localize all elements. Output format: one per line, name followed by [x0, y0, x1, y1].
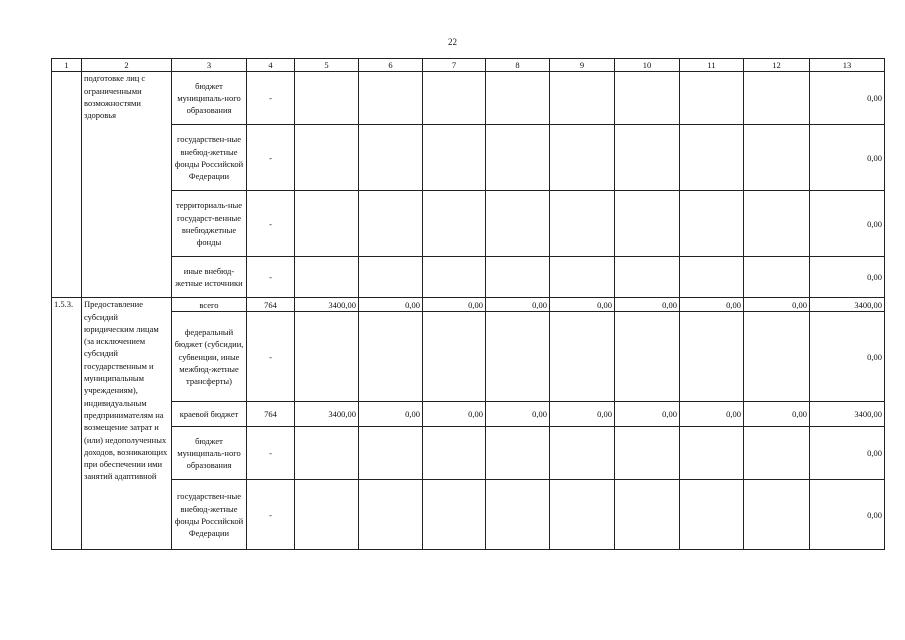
col-header: 13: [810, 59, 885, 72]
item-number-cell: [52, 72, 82, 298]
cell-col9: 0,00: [550, 298, 615, 312]
cell-col11: 0,00: [680, 402, 744, 427]
col-header: 4: [247, 59, 295, 72]
cell-col6: 0,00: [359, 402, 423, 427]
cell-col7: 0,00: [423, 402, 486, 427]
cell-col13: 0,00: [810, 257, 885, 298]
item-description: Предоставление субсидий юридическим лицам (за исключением субсидий государственным и муниципальным учреждениям), индивидуальным предпринимателям на возмещение затрат и (или) недополученных доходов, возникающих при обеспечении ими занятий адаптивной: [82, 298, 172, 550]
funding-source: бюджет муниципаль-ного образования: [172, 72, 247, 125]
cell-col7: 0,00: [423, 298, 486, 312]
table-row: [52, 402, 885, 427]
cell-col13: 0,00: [810, 480, 885, 550]
cell-col12: 0,00: [744, 402, 810, 427]
cell-col4: 764: [247, 402, 295, 427]
cell-col4: 764: [247, 298, 295, 312]
cell-col10: 0,00: [615, 298, 680, 312]
col-header: 12: [744, 59, 810, 72]
table-row: [52, 480, 885, 550]
cell-col13: 0,00: [810, 312, 885, 402]
column-number-row: [52, 59, 885, 72]
table-row: [52, 257, 885, 298]
col-header: 10: [615, 59, 680, 72]
funding-source: краевой бюджет: [172, 402, 247, 427]
cell-col13: 0,00: [810, 125, 885, 191]
cell-col13: 0,00: [810, 427, 885, 480]
cell-col4: -: [247, 191, 295, 257]
col-header: 8: [486, 59, 550, 72]
funding-source: федеральный бюджет (субсидии, субвенции, иные межбюд-жетные трансферты): [172, 312, 247, 402]
item-description: подготовке лиц с ограниченными возможностями здоровья: [82, 72, 172, 298]
funding-source: иные внебюд-жетные источники: [172, 257, 247, 298]
funding-source: бюджет муниципаль-ного образования: [172, 427, 247, 480]
cell-col13: 3400,00: [810, 298, 885, 312]
cell-col11: 0,00: [680, 298, 744, 312]
cell-col4: -: [247, 480, 295, 550]
col-header: 6: [359, 59, 423, 72]
funding-source: государствен-ные внебюд-жетные фонды Российской Федерации: [172, 480, 247, 550]
table-row: [52, 312, 885, 402]
col-header: 3: [172, 59, 247, 72]
item-number: 1.5.3.: [52, 298, 82, 550]
cell-col4: -: [247, 427, 295, 480]
col-header: 2: [82, 59, 172, 72]
col-header: 1: [52, 59, 82, 72]
cell-col6: 0,00: [359, 298, 423, 312]
col-header: 11: [680, 59, 744, 72]
funding-source: всего: [172, 298, 247, 312]
cell-col8: 0,00: [486, 298, 550, 312]
cell-col4: -: [247, 257, 295, 298]
cell-col5: 3400,00: [295, 402, 359, 427]
table-row: [52, 298, 885, 312]
funding-source: территориаль-ные государст-венные внебюджетные фонды: [172, 191, 247, 257]
table-row: [52, 72, 885, 125]
cell-col12: 0,00: [744, 298, 810, 312]
table-row: [52, 125, 885, 191]
cell-col8: 0,00: [486, 402, 550, 427]
cell-col13: 3400,00: [810, 402, 885, 427]
cell-col4: -: [247, 125, 295, 191]
col-header: 5: [295, 59, 359, 72]
col-header: 9: [550, 59, 615, 72]
cell-col13: 0,00: [810, 72, 885, 125]
cell-col10: 0,00: [615, 402, 680, 427]
cell-col4: -: [247, 312, 295, 402]
table-row: [52, 191, 885, 257]
table-row: [52, 427, 885, 480]
cell-col5: 3400,00: [295, 298, 359, 312]
budget-table: [51, 58, 885, 550]
cell-col9: 0,00: [550, 402, 615, 427]
col-header: 7: [423, 59, 486, 72]
cell-col13: 0,00: [810, 191, 885, 257]
cell-col4: -: [247, 72, 295, 125]
funding-source: государствен-ные внебюд-жетные фонды Российской Федерации: [172, 125, 247, 191]
page-number: 22: [448, 37, 457, 47]
